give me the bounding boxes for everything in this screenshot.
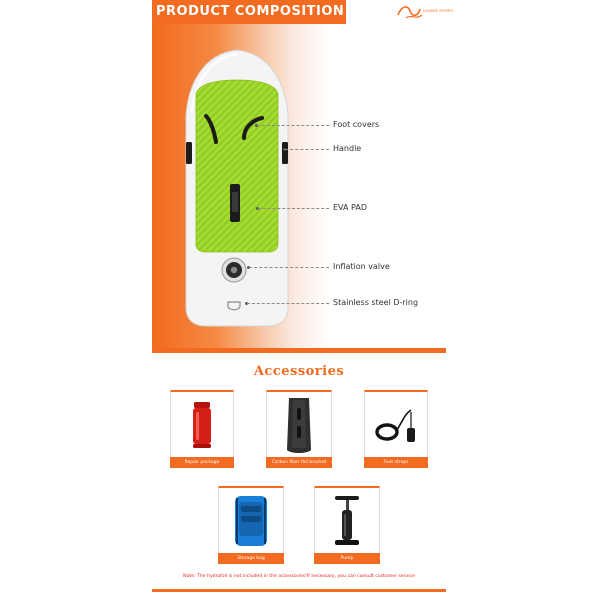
- accessory-label: Storage bag: [218, 553, 284, 564]
- callout-d-ring: Stainless steel D-ring: [333, 298, 419, 307]
- accessory-card-repair-package: [170, 390, 234, 468]
- footer-note: Note: The hydrofoil is not included in the accessories!If necessary, you can consult customer service: [183, 574, 415, 579]
- backpack-icon: [231, 492, 271, 550]
- repair-tube-icon: [185, 400, 219, 450]
- pump-icon: [327, 492, 367, 550]
- accessory-card-storage-bag: [218, 486, 284, 564]
- callout-line: [285, 149, 329, 150]
- callout-line: [249, 267, 329, 268]
- accessory-label: Carbon fiber foil bracket: [266, 457, 332, 468]
- callout-line: [258, 208, 329, 209]
- section-divider: [152, 348, 446, 353]
- callout-eva-pad: EVA PAD: [333, 203, 367, 212]
- product-composition-panel: [152, 0, 454, 353]
- handle-right: [282, 142, 288, 164]
- accessory-card-pump: [314, 486, 380, 564]
- accessory-label: Pump: [314, 553, 380, 564]
- accessory-card-foil-bracket: [266, 390, 332, 468]
- callout-line: [247, 303, 329, 304]
- leash-icon: [371, 400, 421, 450]
- foil-bracket-icon: [279, 396, 319, 454]
- hydrofoil-board-image: [182, 46, 292, 328]
- callout-line: [257, 125, 329, 126]
- accessories-title: Accessories: [253, 364, 345, 379]
- callout-inflation-valve: Inflation valve: [333, 262, 390, 271]
- accessory-label: Foot straps: [364, 457, 428, 468]
- eva-pad: [196, 80, 278, 252]
- logo-text: GUANYE SPORTS: [423, 9, 454, 13]
- callout-foot-covers: Foot covers: [333, 120, 380, 129]
- callout-handle: Handle: [333, 144, 362, 153]
- footer-divider: [152, 589, 446, 592]
- section-title: PRODUCT COMPOSITION: [152, 0, 346, 24]
- accessory-card-foot-straps: [364, 390, 428, 468]
- brand-logo: [396, 3, 454, 23]
- handle-left: [186, 142, 192, 164]
- accessory-label: Repair package: [170, 457, 234, 468]
